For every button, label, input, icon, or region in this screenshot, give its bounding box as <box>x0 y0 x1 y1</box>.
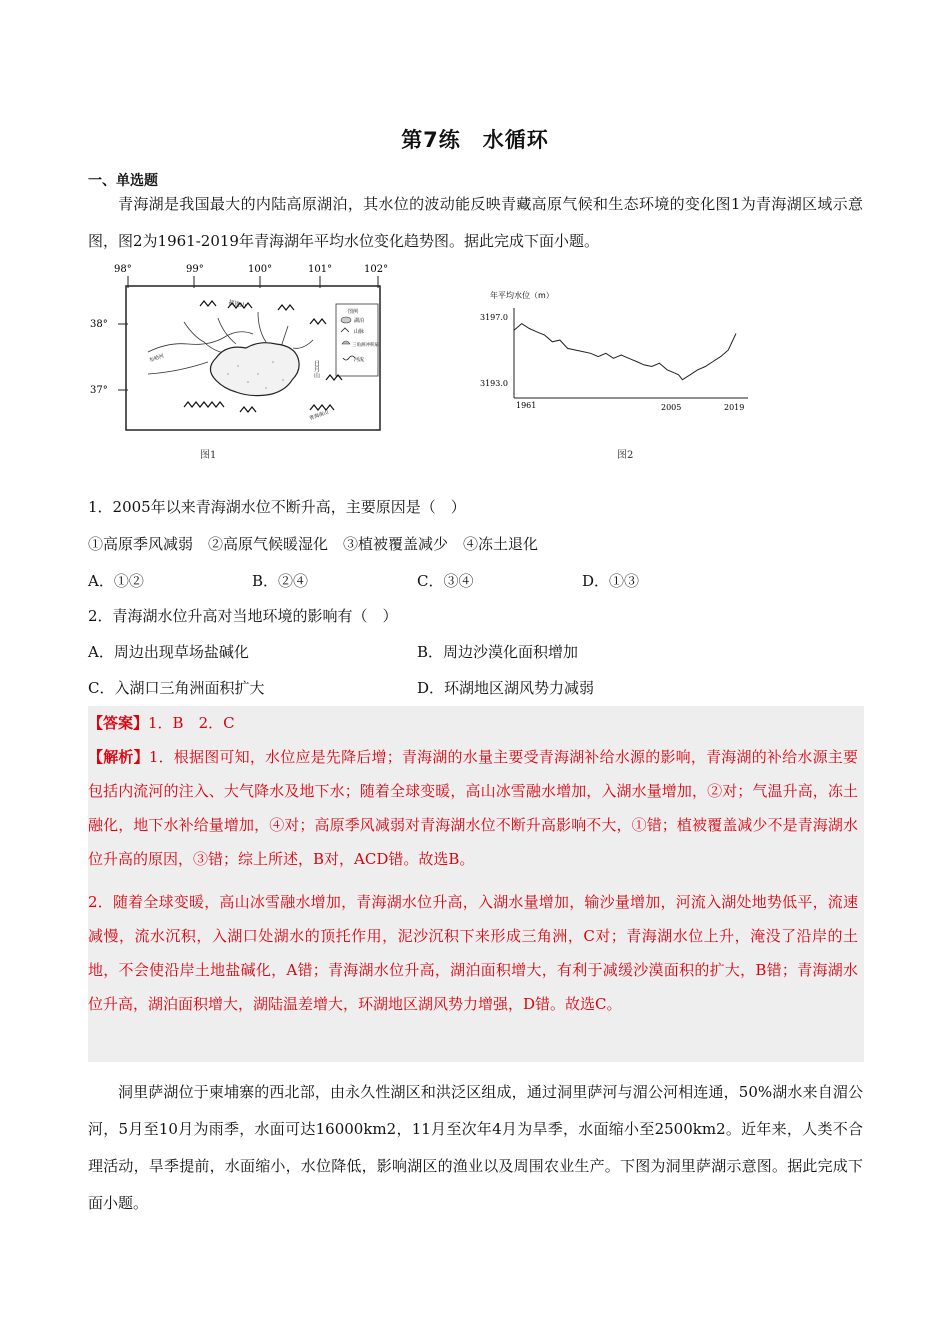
analysis-label: 【解析】 <box>88 748 149 766</box>
legend-item: 三角洲冲积扇 <box>352 343 379 348</box>
q1-choice-d[interactable]: D．①③ <box>582 572 640 590</box>
place-label: 布哈河 <box>148 353 165 364</box>
question-1-statements: ①高原季风减弱 ②高原气候暖湿化 ③植被覆盖减少 ④冻土退化 <box>88 535 539 553</box>
chart-ylabel: 年平均水位（m） <box>490 291 554 300</box>
lon-label: 100° <box>248 264 273 275</box>
legend-item: 河流 <box>354 357 365 363</box>
water-level-chart <box>478 286 758 416</box>
place-label: 青海南山 <box>308 409 330 422</box>
intro-paragraph-1: 青海湖是我国最大的内陆高原湖泊，其水位的波动能反映青藏高原气候和生态环境的变化图1为青海湖区域示意图，图2为1961-2019年青海湖年平均水位变化趋势图。据此完成下面小题。 <box>88 195 863 250</box>
answer-line <box>88 712 235 733</box>
figure-1-caption: 图1 <box>200 450 217 461</box>
figure-2-caption: 图2 <box>617 450 634 461</box>
question-1-stem: 1．2005年以来青海湖水位不断升高，主要原因是（ ） <box>88 498 466 516</box>
y-tick-label: 3193.0 <box>480 379 508 388</box>
q2-choice-a[interactable]: A．周边出现草场盐碱化 <box>88 643 249 661</box>
figure-1-map <box>88 262 388 446</box>
section-heading: 一、单选题 <box>88 173 158 189</box>
intro-paragraph-2: 洞里萨湖位于柬埔寨的西北部，由永久性湖区和洪泛区组成，通过洞里萨河与湄公河相连通，50%湖水来自湄公河，5月至10月为雨季，水面可达16000km2，11月至次年4月为旱季，水面缩小至2500km2。近年来，人类不合理活动，旱季提前，水面缩小，水位降低，影响湖区的渔业以及周围农业生产。下图为洞里萨湖示意图。据此完成下面小题。 <box>88 1083 863 1212</box>
lat-label: 38° <box>90 319 108 330</box>
question-2-stem: 2．青海湖水位升高对当地环境的影响有（ ） <box>88 607 398 625</box>
answer-label: 【答案】 <box>88 714 149 732</box>
series-line-water-level <box>514 324 736 380</box>
x-tick-label: 1961 <box>516 401 537 410</box>
legend-item: 山脉 <box>354 329 365 335</box>
page-title: 第7练 水循环 <box>401 128 549 152</box>
q2-choice-d[interactable]: D．环湖地区湖风势力减弱 <box>417 679 595 697</box>
lon-label: 99° <box>186 264 204 275</box>
lon-label: 102° <box>364 264 388 275</box>
analysis-paragraph-1 <box>88 740 858 876</box>
q2-choice-c[interactable]: C．入湖口三角洲面积扩大 <box>88 679 265 697</box>
x-tick-label: 2019 <box>724 403 745 412</box>
place-label: 日月山 <box>312 360 320 378</box>
figure-2-chart <box>478 286 758 420</box>
q1-choice-a[interactable]: A．①② <box>88 572 144 590</box>
lon-label: 98° <box>114 264 132 275</box>
q1-choice-b[interactable]: B．②④ <box>252 572 309 590</box>
analysis-text-1: 1．根据图可知，水位应是先降后增；青海湖的水量主要受青海湖补给水源的影响，青海湖的补给水源主要包括内流河的注入、大气降水及地下水；随着全球变暖，高山冰雪融水增加，入湖水量增加，②对；气温升高，冻土融化，地下水补给量增加，④对；高原季风减弱对青海湖水位不断升高影响不大，①错；植被覆盖减少不是青海湖水位升高的原因，③错；综上所述，B对，ACD错。故选B。 <box>88 748 858 868</box>
qinghai-lake-map <box>88 262 388 442</box>
analysis-paragraph-2: 2．随着全球变暖，高山冰雪融水增加，青海湖水位升高，入湖水量增加，输沙量增加，河流入湖处地势低平，流速减慢，流水沉积，入湖口处湖水的顶托作用，泥沙沉积下来形成三角洲，C对；青海湖水位上升，淹没了沿岸的土地，不会使沿岸土地盐碱化，A错；青海湖水位升高，湖泊面积增大，有利于减缓沙漠面积的扩大，B错；青海湖水位升高，湖泊面积增大，湖陆温差增大，环湖地区湖风势力增强，D错。故选C。 <box>88 893 858 1013</box>
y-tick-label: 3197.0 <box>480 313 508 322</box>
x-tick-label: 2005 <box>661 403 682 412</box>
lake-shape <box>210 343 299 396</box>
legend-title: 图例 <box>348 309 359 315</box>
place-label: 祁连山 <box>227 299 247 310</box>
q1-choice-c[interactable]: C．③④ <box>417 572 474 590</box>
legend-item: 湖泊 <box>354 318 365 324</box>
q2-choice-b[interactable]: B．周边沙漠化面积增加 <box>417 643 579 661</box>
lat-label: 37° <box>90 385 108 396</box>
lon-label: 101° <box>308 264 333 275</box>
answer-text: 1．B 2．C <box>148 714 235 732</box>
